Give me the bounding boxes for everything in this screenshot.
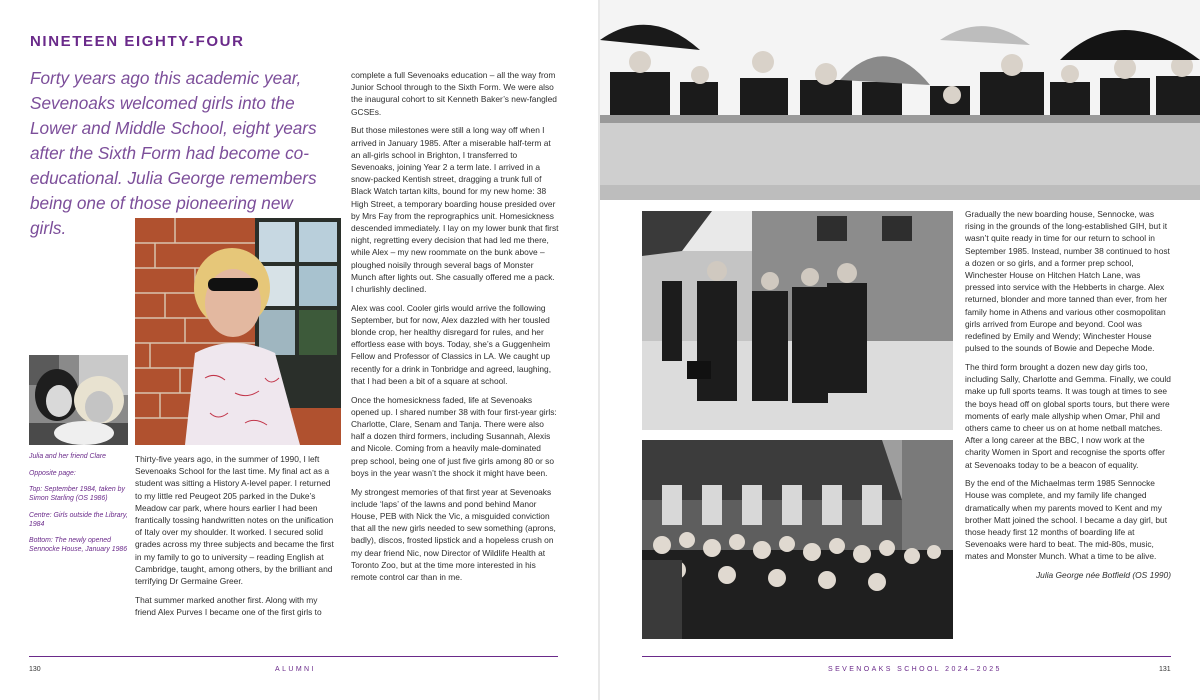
page-number-left: 130 [29, 666, 41, 673]
section-title: NINETEEN EIGHTY-FOUR [30, 33, 245, 50]
paragraph: Thirty-five years ago, in the summer of 1990, I left Sevenoaks School for the last time. My final act as a student was sitting a History A-level paper. I returned to my little red Peugeot 205 parked in the Duke’s Meadow car park, where hours earlier I had been frantically tossing handwritten notes on the unification of Italy over my shoulder. It worked. I secured solid grades across my three subjects and became the first in my family to go to university – reading English at Cambridge, taught, among others, by the brilliant and terrifying Dr Germaine Greer. [135, 454, 334, 587]
author-byline: Julia George née Botfield (OS 1990) [1035, 570, 1171, 581]
page-number-right: 131 [1159, 666, 1171, 673]
paragraph: My strongest memories of that first year at Sevenoaks include ‘laps’ of the lawns and pond behind Manor House, PEB with Nick the Vic, a misguided conviction that all the new girls needed to sew something (aprons, badly), discos, frosted lipstick and a hopeless crush on my dear friend Nic, now Director of Wildlife Health at Toronto Zoo, but at the time more interested in his remote control car than in me. [351, 486, 556, 582]
photo-julia-and-clare [29, 355, 128, 445]
caption-julia-clare: Julia and her friend Clare [29, 453, 106, 460]
paragraph: Once the homesickness faded, life at Sevenoaks opened up. I shared number 38 with four first-year girls: Charlotte, Clare, Senam and Tanja. There were also half a dozen third formers, including Susannah, Alexis and Nicole. Coming from a heavily male-dominated prep school, being one of just five girls among 80 or so boys in the year wasn’t the shock it might have been. [351, 394, 557, 478]
paragraph: Alex was cool. Cooler girls would arrive the following September, but for now, Alex dazzled with her tousled blonde crop, her healthy disregard for rules, and her effortless ease with boys. Today, she’s a Guggenheim Fellow and Professor of Classics in LA. We caught up recently for a drink in Tonbridge and agreed, laughing, that I had been a bit of a square at school. [351, 302, 552, 386]
paragraph: That summer marked another first. Along with my friend Alex Purves I became one of the first girls to [135, 594, 322, 617]
paragraph: complete a full Sevenoaks education – all the way from Junior School through to the Sixth Form. We were also the inaugural cohort to sit Kenneth Baker’s new-fangled GCSEs. [351, 70, 557, 117]
footer-section-label: ALUMNI [275, 666, 316, 673]
photo-girls-outside-library [642, 211, 953, 430]
photo-captions [29, 452, 129, 562]
photo-sennocke-house-1986 [642, 440, 953, 639]
footer-rule-left [29, 656, 558, 657]
photo-alex-colour [135, 218, 341, 445]
body-column-right [965, 208, 1171, 588]
intro-standfirst: Forty years ago this academic year, Sevenoaks welcomed girls into the Lower and Middle School, eight years after the Sixth Form had become co-educational. Julia George remembers being one of those pioneering new girls. [30, 68, 317, 238]
caption-centre: Centre: Girls outside the Library, 1984 [29, 511, 128, 528]
left-page [0, 0, 598, 700]
body-column-left [135, 453, 335, 625]
body-column-middle [351, 69, 559, 590]
caption-opposite-page: Opposite page: [29, 469, 76, 477]
caption-top: Top: September 1984, taken by Simon Starling (OS 1986) [29, 486, 125, 502]
photo-umbrellas-1984 [600, 0, 1200, 200]
paragraph: Gradually the new boarding house, Sennocke, was rising in the grounds of the long-established GIH, but it wasn’t quite ready in time for our return to school in September 1985. Instead, number 38 continued to host a dozen or so girls, and a former prep school, Winchester House on Hitchen Hatch Lane, was pressed into service with the Hebberts in charge. Alex returned, blonder and more tanned than ever, from her family home in Athens and various other cosmopolitan girls arrived from Europe and beyond. Cool was redefined by Emily and Wendy; Winchester House pulsed to the sounds of Bowie and Depeche Mode. [965, 209, 1170, 354]
caption-bottom: Bottom: The newly opened Sennocke House, January 1986 [29, 537, 128, 553]
paragraph: The third form brought a dozen new day girls too, including Sally, Charlotte and Gemma. Finally, we could make up full sports teams. It was tough at times to see the boys head off on global sports tours, but there were moments of early male allyship when Omar, Phil and others came to cheer us on at home netball matches. After a long career at the BBC, I now work at the charity Women in Sport and recognise the sports offer at Sevenoaks today to be a beacon of equality. [965, 361, 1171, 470]
footer-publication-label: SEVENOAKS SCHOOL 2024–2025 [828, 666, 1002, 673]
footer-rule-right [642, 656, 1171, 657]
paragraph: By the end of the Michaelmas term 1985 Sennocke House was complete, and my family life changed dramatically when my parents moved to Kent and my brother Matt joined the school. I became a day girl, but those heady first 12 months of boarding life at Sevenoaks were hard to beat. The mid-80s, music, mates and Monster Munch. What a time to be alive. [965, 478, 1168, 562]
paragraph: But those milestones were still a long way off when I arrived in January 1985. After a miserable half-term at an all-girls school in Brighton, I transferred to Sevenoaks, joining Year 2 a term late. I arrived in a snow-packed Kentish street, dragging a trunk full of Black Watch tartan kilts, bound for my new home: 38 High Street, a temporary boarding house presided over by Mrs Fay from the reprographics unit. Homesickness descended immediately. I lay on my lower bunk that first night, regretting every decision that had led me there, while Alex – my new roommate on the bunk above – ploughed noisily through several bags of Monster Munch after lights out. She casually offered me a pack. I churlishly declined. [351, 125, 559, 294]
